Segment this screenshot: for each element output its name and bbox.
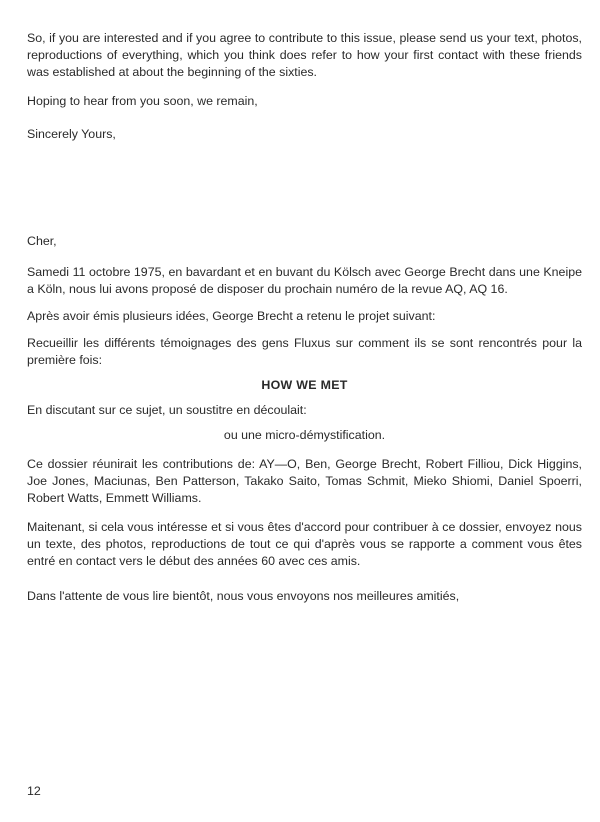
english-paragraph-hoping: Hoping to hear from you soon, we remain, [27, 94, 258, 108]
french-salutation: Cher, [27, 234, 57, 248]
french-subtitle: ou une micro-démystification. [223, 428, 386, 442]
french-closing: Dans l'attente de vous lire bientôt, nous vous envoyons nos meilleures amitiés, [27, 589, 460, 603]
french-paragraph-samedi: Samedi 11 octobre 1975, en bavardant et en buvant du Kölsch avec George Brecht dans une Kneipe a Köln, nous lui avons proposé de disposer du prochain numéro de la revue AQ, AQ 16. [27, 265, 582, 296]
page-number: 12 [27, 784, 41, 798]
french-paragraph-maintenant: Maitenant, si cela vous intéresse et si vous êtes d'accord pour contribuer à ce dossier, envoyez nous un texte, des photos, reproductions de tout ce qui d'après vous se rapporte a comment vous êtes entré en contact vers le début des années 60 avec ces amis. [27, 520, 582, 568]
english-paragraph-contribute: So, if you are interested and if you agree to contribute to this issue, please send us your text, photos, reproductions of everything, which you think does refer to how your first contact with these friends was established at about the beginning of the sixties. [27, 31, 582, 79]
french-paragraph-recueillir: Recueillir les différents témoignages des gens Fluxus sur comment ils se sont rencontrés pour la première fois: [27, 336, 582, 367]
french-paragraph-discutant: En discutant sur ce sujet, un soustitre en découlait: [27, 403, 307, 417]
french-paragraph-contributions: Ce dossier réunirait les contributions de: AY—O, Ben, George Brecht, Robert Filliou, Dick Higgins, Joe Jones, Maciunas, Ben Patterson, Takako Saito, Tomas Schmit, Mieko Shiomi, Daniel Spoerri, Robert Watts, Emmett Williams. [27, 457, 582, 505]
french-paragraph-apres: Après avoir émis plusieurs idées, George Brecht a retenu le projet suivant: [27, 309, 436, 323]
english-closing: Sincerely Yours, [27, 127, 116, 141]
document-page [27, 30, 582, 605]
letter-separator-space [27, 143, 582, 217]
how-we-met-heading: HOW WE MET [261, 378, 348, 392]
